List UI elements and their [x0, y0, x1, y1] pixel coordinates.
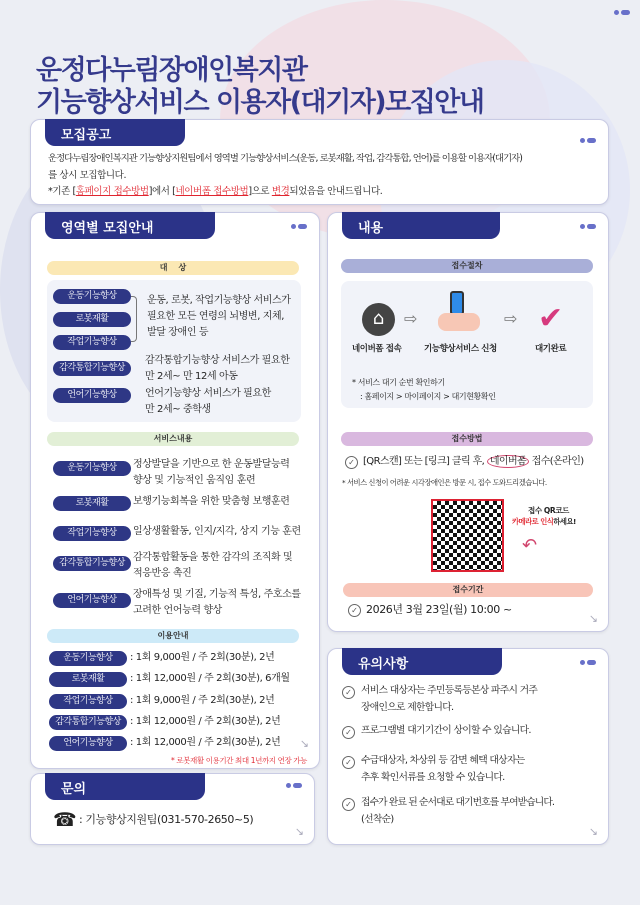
note-line: (선착순) [361, 814, 394, 825]
target-pill: 감각통합기능향상 [53, 361, 131, 376]
text: *기존 [ [48, 186, 76, 197]
check-path: : 홈페이지 > 마이페이지 > 대기현황확인 [360, 392, 496, 401]
check-icon: ✓ [342, 798, 355, 811]
text: 하세요! [553, 517, 576, 526]
arrow-icon: ↘ [588, 825, 598, 838]
usage-info: : 1회 9,000원 / 주 2회(30분), 2년 [130, 695, 275, 706]
home-icon: ⌂ [362, 303, 395, 336]
note-line: 추후 확인서류를 요청할 수 있습니다. [361, 772, 505, 783]
step-label: 대기완료 [535, 344, 567, 354]
content-card [327, 212, 609, 632]
usage-info: : 1회 12,000원 / 주 2회(30분), 2년 [130, 737, 281, 748]
bracket [131, 296, 137, 342]
service-desc: 적응반응 촉진 [133, 568, 192, 579]
check-text: * 서비스 대기 순번 확인하기 [352, 378, 445, 387]
arrow-right-icon: ⇨ [504, 309, 518, 328]
notice-header: 모집공고 [45, 119, 185, 146]
method-label: 접수방법 [341, 432, 593, 446]
target-pill: 작업기능향상 [53, 335, 131, 350]
content-header: 내용 [342, 212, 500, 239]
note-line: 서비스 대상자는 주민등록등본상 파주시 거주 [361, 685, 538, 696]
arrow-icon: ↘ [299, 737, 309, 750]
qr-caption-1: 접수 QR코드 [528, 506, 569, 515]
note-line: 접수가 완료 된 순서대로 대기번호를 부여받습니다. [361, 797, 555, 808]
phone-icon: ☎ [53, 809, 77, 831]
usage-info: : 1회 12,000원 / 주 2회(30분), 2년 [130, 716, 281, 727]
curly-arrow-icon: ↶ [522, 535, 538, 556]
target-label: 대 상 [47, 261, 299, 275]
service-label: 서비스내용 [47, 432, 299, 446]
deco-dots [580, 138, 596, 143]
deco-dots [580, 660, 596, 665]
target-desc: 감각통합기능향상 서비스가 필요한 [145, 355, 290, 366]
deco-dots [291, 224, 307, 229]
usage-label: 이용안내 [47, 629, 299, 643]
step-label: 네이버폼 접속 [352, 344, 402, 354]
service-desc: 고려한 언어능력 향상 [133, 605, 222, 616]
method-text [363, 454, 584, 470]
check-icon: ✓ [342, 726, 355, 739]
service-desc: 장애특성 및 기질, 기능적 특성, 주호소를 [133, 589, 301, 600]
proc-label: 접수절차 [341, 259, 593, 273]
service-pill: 작업기능향상 [53, 526, 131, 541]
period-text: 2026년 3월 23일(월) 10:00 ~ [366, 603, 512, 616]
usage-note: * 로봇재활 이용기간 최대 1년까지 연장 가능 [171, 756, 307, 765]
changed-word: 변경 [271, 186, 290, 197]
text: ]에서 [ [148, 186, 176, 197]
usage-pill: 감각통합기능향상 [49, 715, 127, 730]
target-desc: 언어기능향상 서비스가 필요한 [145, 388, 271, 399]
check-mark-icon: ✔ [538, 301, 564, 336]
target-desc: 만 2세~ 만 12세 아동 [145, 371, 238, 382]
text: 되었음을 안내드립니다. [289, 186, 383, 197]
service-desc: 일상생활활동, 인지/지각, 상지 기능 훈련 [133, 526, 301, 537]
period-label: 접수기간 [343, 583, 593, 597]
check-icon: ✓ [345, 456, 358, 469]
contact-card [30, 773, 315, 845]
notice-change [48, 184, 382, 200]
notice-card [30, 119, 609, 205]
notice-body-2: 를 상시 모집합니다. [48, 170, 127, 181]
deco-dots [286, 783, 302, 788]
usage-pill: 운동기능향상 [49, 651, 127, 666]
check-icon: ✓ [342, 686, 355, 699]
contact-text: : 기능향상지원팀(031-570-2650~5) [79, 813, 254, 826]
title-line2: 기능향상서비스 이용자(대기자)모집안내 [36, 87, 484, 118]
qr-code[interactable] [431, 499, 504, 572]
service-pill: 로봇재활 [53, 496, 131, 511]
usage-pill: 작업기능향상 [49, 694, 127, 709]
check-icon: ✓ [348, 604, 361, 617]
service-desc: 감각통합활동을 통한 감각의 조직화 및 [133, 552, 293, 563]
phone-hand-icon [450, 291, 464, 315]
old-method: 홈페이지 접수방법 [75, 186, 149, 197]
text: ]으로 [248, 186, 272, 197]
text: 카메라로 인식 [512, 517, 554, 526]
note-line: 장애인으로 제한합니다. [361, 702, 454, 713]
target-pill: 로봇재활 [53, 312, 131, 327]
target-desc: 운동, 로봇, 작업기능향상 서비스가 [147, 295, 291, 306]
service-desc: 향상 및 기능적인 움직임 훈련 [133, 475, 256, 486]
usage-info: : 1회 9,000원 / 주 2회(30분), 2년 [130, 652, 275, 663]
notes-card [327, 648, 609, 845]
note-line: 프로그램별 대기기간이 상이할 수 있습니다. [361, 725, 531, 736]
target-desc: 발달 장애인 등 [147, 327, 209, 338]
check-icon: ✓ [342, 756, 355, 769]
usage-info: : 1회 12,000원 / 주 2회(30분), 6개월 [130, 673, 290, 684]
usage-pill: 언어기능향상 [49, 736, 127, 751]
contact-header: 문의 [45, 773, 205, 800]
note-line: 수급대상자, 차상위 등 감면 혜택 대상자는 [361, 755, 525, 766]
method-note: * 서비스 신청이 어려운 시각장애인은 방문 시, 접수 도와드리겠습니다. [342, 478, 547, 487]
target-desc: 만 2세~ 중학생 [145, 404, 211, 415]
deco-dots [614, 10, 630, 15]
title-line1: 운정다누림장애인복지관 [36, 55, 307, 86]
arrow-icon: ↘ [294, 825, 304, 838]
target-desc: 필요한 모든 연령의 뇌병변, 지체, [147, 311, 285, 322]
text: [QR스캔] 또는 [링크] 클릭 후, [363, 456, 487, 467]
recruit-card [30, 212, 320, 769]
target-pill: 운동기능향상 [53, 289, 131, 304]
arrow-icon: ↘ [588, 612, 598, 625]
service-pill: 언어기능향상 [53, 593, 131, 608]
qr-caption-2 [512, 514, 576, 530]
service-pill: 감각통합기능향상 [53, 556, 131, 571]
service-pill: 운동기능향상 [53, 461, 131, 476]
arrow-right-icon: ⇨ [404, 309, 418, 328]
usage-pill: 로봇재활 [49, 672, 127, 687]
naver-form-circled: 네이버폼 [487, 455, 529, 468]
notice-body-1: 운정다누림장애인복지관 기능향상지원팀에서 영역별 기능향상서비스(운동, 로봇재활, 작업, 감각통합, 언어)를 이용할 이용자(대기자) [48, 153, 522, 164]
target-pill: 언어기능향상 [53, 388, 131, 403]
notes-header: 유의사항 [342, 648, 502, 675]
new-method: 네이버폼 접수방법 [175, 186, 249, 197]
deco-dots [580, 224, 596, 229]
service-desc: 보행기능회복을 위한 맞춤형 보행훈련 [133, 496, 290, 507]
text: 접수(온라인) [529, 456, 584, 467]
service-desc: 정상발달을 기반으로 한 운동발달능력 [133, 459, 290, 470]
hand-icon [438, 313, 480, 331]
step-label: 기능향상서비스 신청 [424, 344, 497, 354]
recruit-header: 영역별 모집안내 [45, 212, 215, 239]
